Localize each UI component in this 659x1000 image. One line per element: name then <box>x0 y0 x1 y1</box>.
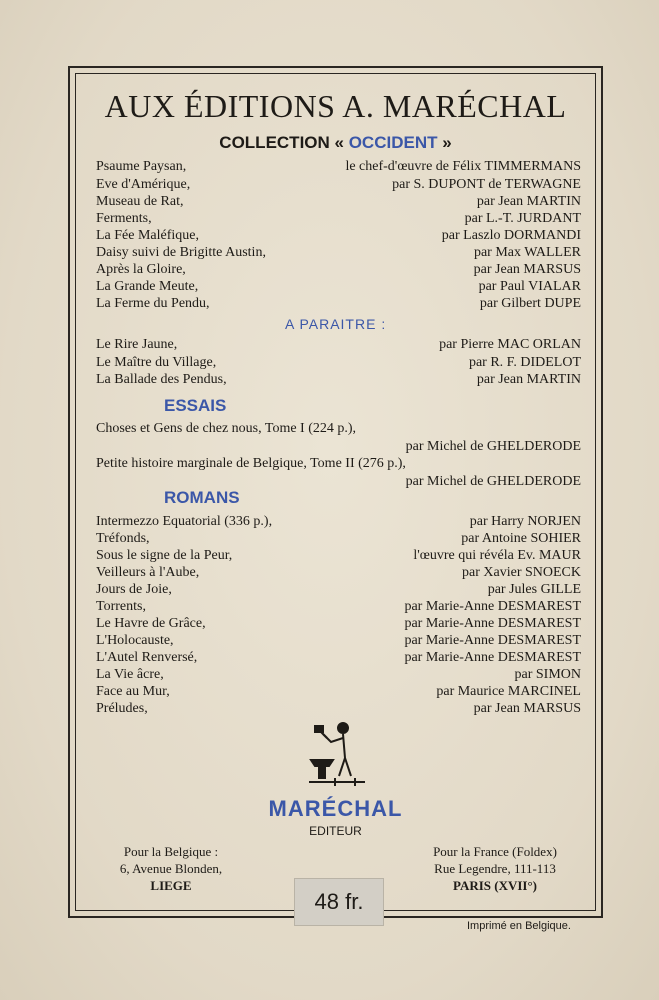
collection-heading <box>78 133 593 153</box>
list-item <box>96 354 581 372</box>
book-author: par Marie-Anne DESMAREST <box>404 599 581 614</box>
section-heading-romans: ROMANS <box>164 488 240 507</box>
book-author: par Antoine SOHIER <box>461 531 581 546</box>
list-item <box>96 649 581 667</box>
list-item <box>96 371 581 389</box>
list-item <box>96 295 581 313</box>
book-title: Préludes, <box>96 701 148 716</box>
list-item <box>96 598 581 616</box>
book-title: La Fée Maléfique, <box>96 228 200 243</box>
list-item <box>96 176 581 194</box>
list-item <box>96 193 581 211</box>
list-item <box>96 700 581 718</box>
list-item <box>96 683 581 701</box>
book-author: par Jean MARTIN <box>476 372 581 387</box>
collection-suffix: » <box>442 133 452 152</box>
book-author: par R. F. DIDELOT <box>468 355 581 370</box>
book-title: Face au Mur, <box>96 684 170 699</box>
blacksmith-anvil-icon <box>305 720 369 792</box>
list-item <box>96 420 581 456</box>
list-item <box>96 547 581 565</box>
book-title: Daisy suivi de Brigitte Austin, <box>96 245 266 260</box>
book-title: Tréfonds, <box>96 531 150 546</box>
book-title: Jours de Joie, <box>96 582 172 597</box>
book-title: La Grande Meute, <box>96 279 199 294</box>
book-title: Petite histoire marginale de Belgique, Tome II (276 p.), <box>96 456 406 471</box>
book-title: Veilleurs à l'Aube, <box>96 565 200 580</box>
address-line: LIEGE <box>150 878 192 893</box>
book-title: La Ballade des Pendus, <box>96 372 227 387</box>
collection-name: OCCIDENT <box>348 133 438 152</box>
book-author: par Michel de GHELDERODE <box>405 474 581 489</box>
book-author: par Jean MARTIN <box>476 194 581 209</box>
book-author: par Max WALLER <box>473 245 581 260</box>
book-title: Eve d'Amérique, <box>96 177 191 192</box>
address-line: 6, Avenue Blonden, <box>119 861 223 876</box>
list-item <box>96 336 581 354</box>
publisher-role: EDITEUR <box>309 824 362 838</box>
list-item <box>96 158 581 176</box>
list-item <box>96 278 581 296</box>
book-author: par Jean MARSUS <box>473 701 581 716</box>
list-item <box>96 666 581 684</box>
list-item <box>96 210 581 228</box>
book-author: l'œuvre qui révéla Ev. MAUR <box>413 548 581 563</box>
book-author: par Laszlo DORMANDI <box>441 228 581 243</box>
address-line: Pour la Belgique : <box>123 844 219 859</box>
book-title: Ferments, <box>96 211 152 226</box>
address-line: Pour la France (Foldex) <box>433 844 557 859</box>
list-item <box>96 530 581 548</box>
section-heading-essais: ESSAIS <box>164 396 227 415</box>
book-title: Torrents, <box>96 599 146 614</box>
list-item <box>96 615 581 633</box>
book-author: par Michel de GHELDERODE <box>405 439 581 454</box>
address-belgique <box>96 843 246 894</box>
book-title: L'Autel Renversé, <box>96 650 198 665</box>
book-author: par Maurice MARCINEL <box>436 684 581 699</box>
address-france <box>405 843 585 894</box>
collection-prefix: COLLECTION « <box>219 133 344 152</box>
list-item <box>96 227 581 245</box>
printed-in-note: Imprimé en Belgique. <box>467 920 571 932</box>
book-title: Après la Gloire, <box>96 262 186 277</box>
book-title: La Ferme du Pendu, <box>96 296 210 311</box>
book-author: par Jean MARSUS <box>473 262 581 277</box>
list-item <box>96 581 581 599</box>
book-author: par Paul VIALAR <box>478 279 581 294</box>
list-item <box>96 244 581 262</box>
book-title: Le Rire Jaune, <box>96 337 178 352</box>
book-title: Museau de Rat, <box>96 194 184 209</box>
book-author: par Xavier SNOECK <box>462 565 581 580</box>
address-line: Rue Legendre, 111-113 <box>434 861 556 876</box>
list-item <box>96 564 581 582</box>
book-author: par Pierre MAC ORLAN <box>439 337 581 352</box>
book-title: Psaume Paysan, <box>96 159 187 174</box>
book-author: par Marie-Anne DESMAREST <box>404 633 581 648</box>
book-title: Le Havre de Grâce, <box>96 616 206 631</box>
book-author: par L.-T. JURDANT <box>464 211 581 226</box>
book-title: L'Holocauste, <box>96 633 174 648</box>
list-item <box>96 632 581 650</box>
book-title: Sous le signe de la Peur, <box>96 548 233 563</box>
publisher-name: MARÉCHAL <box>268 796 403 821</box>
book-author: par Harry NORJEN <box>469 514 581 529</box>
book-author: par Marie-Anne DESMAREST <box>404 616 581 631</box>
book-title: La Vie âcre, <box>96 667 164 682</box>
a-paraitre-label: A PARAITRE : <box>285 316 387 332</box>
book-author: par Jules GILLE <box>487 582 581 597</box>
book-author: par Marie-Anne DESMAREST <box>404 650 581 665</box>
list-item <box>96 513 581 531</box>
list-item <box>96 261 581 279</box>
book-title: Le Maître du Village, <box>96 355 217 370</box>
book-author: par Gilbert DUPE <box>479 296 581 311</box>
page-title: AUX ÉDITIONS A. MARÉCHAL <box>104 88 567 124</box>
book-author: par SIMON <box>514 667 581 682</box>
book-title: Intermezzo Equatorial (336 p.), <box>96 514 273 529</box>
book-title: Choses et Gens de chez nous, Tome I (224 p.), <box>96 421 357 436</box>
book-author: par S. DUPONT de TERWAGNE <box>392 177 581 192</box>
address-line: PARIS (XVII°) <box>452 878 538 893</box>
book-author: le chef-d'œuvre de Félix TIMMERMANS <box>345 159 581 174</box>
price-sticker: 48 fr. <box>294 878 384 926</box>
list-item <box>96 455 581 491</box>
